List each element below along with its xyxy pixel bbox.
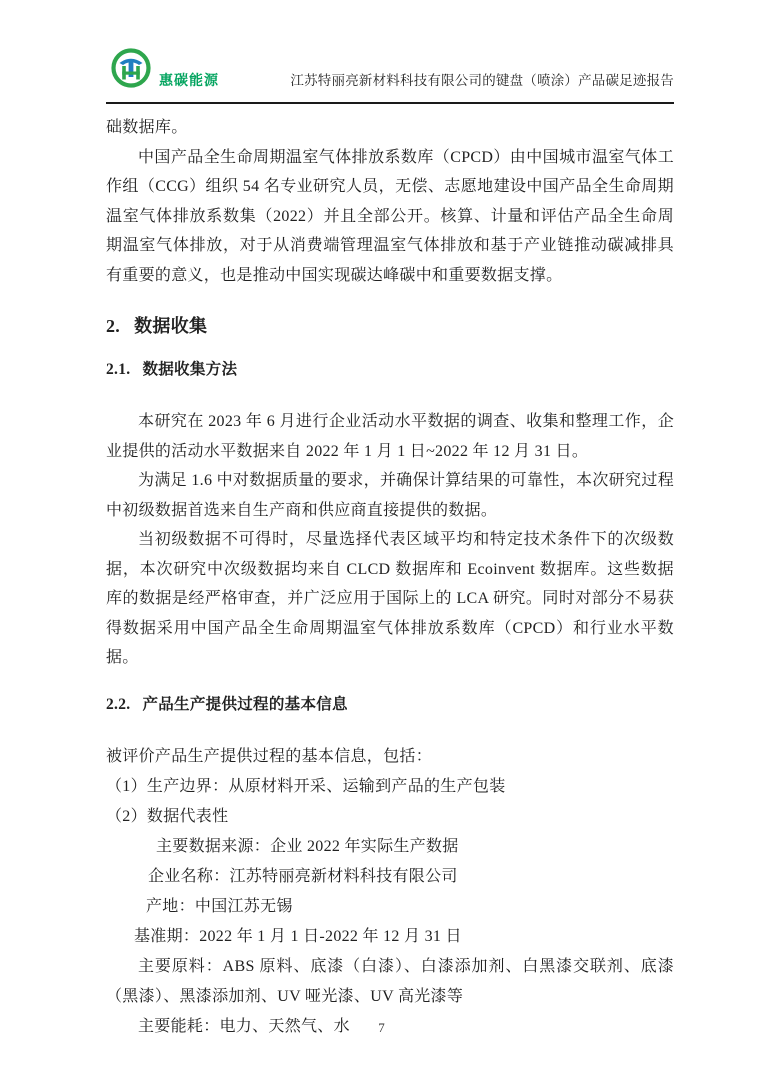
paragraph-continuation: 础数据库。	[106, 119, 188, 136]
page-header	[106, 0, 674, 104]
section-2-title: 数据收集	[134, 316, 208, 336]
company-logo	[110, 46, 219, 91]
paragraph-survey: 本研究在 2023 年 6 月进行企业活动水平数据的调查、收集和整理工作，企业提供的活动水平数据来自 2022 年 1 月 1 日~2022 年 12 月 31 日。	[106, 413, 674, 460]
section-2-number: 2.	[106, 316, 121, 336]
spacer	[106, 730, 674, 742]
paragraph-cpcd: 中国产品全生命周期温室气体排放系数库（CPCD）由中国城市温室气体工作组（CCG）组织 54 名专业研究人员，无偿、志愿地建设中国产品全生命周期温室气体排放系数集（2022）并且全部公开。核算、计量和评估产品全生命周期温室气体排放，对于从消费端管理温室气体排放和基于产业链推动碳减排具有重要的意义，也是推动中国实现碳达峰碳中和重要数据支撑。	[106, 148, 674, 284]
detail-base-period: 基准期：2022 年 1 月 1 日-2022 年 12 月 31 日	[134, 927, 462, 945]
basic-info-intro: 被评价产品生产提供过程的基本信息，包括：	[106, 747, 433, 765]
report-header-title: 江苏特丽亮新材料科技有限公司的键盘（喷涂）产品碳足迹报告	[290, 73, 674, 88]
list-item-boundary: （1）生产边界：从原材料开采、运输到产品的生产包装	[106, 777, 506, 795]
detail-main-materials: 主要原料：ABS 原料、底漆（白漆）、白漆添加剂、白黑漆交联剂、底漆（黑漆）、黑漆添加剂、UV 哑光漆、UV 高光漆等	[106, 957, 674, 1005]
section-2-1-heading	[106, 357, 674, 379]
detail-company-name: 企业名称：江苏特丽亮新材料科技有限公司	[148, 867, 458, 885]
logo-text: 惠碳能源	[159, 72, 219, 88]
document-body	[106, 104, 674, 1042]
paragraph-data-quality: 为满足 1.6 中对数据质量的要求，并确保计算结果的可靠性，本次研究过程中初级数据首选来自生产商和供应商直接提供的数据。	[106, 472, 674, 519]
section-2-2-heading	[106, 692, 674, 714]
section-2-1-number: 2.1.	[106, 361, 131, 378]
section-2-2-number: 2.2.	[106, 695, 131, 713]
section-2-2-title: 产品生产提供过程的基本信息	[142, 695, 348, 713]
detail-main-energy: 主要能耗：电力、天然气、水	[138, 1017, 350, 1035]
page-number: 7	[378, 1020, 385, 1035]
section-2-heading	[106, 312, 674, 338]
spacer	[106, 395, 674, 407]
paragraph-secondary-data: 当初级数据不可得时，尽量选择代表区域平均和特定技术条件下的次级数据，本次研究中次级数据均来自 CLCD 数据库和 Ecoinvent 数据库。这些数据库的数据是经严格审查，并广泛应用于国际上的 LCA 研究。同时对部分不易获得数据采用中国产品全生命周期温室气体排放系数库（CPCD）和行业水平数据。	[106, 531, 674, 666]
section-2-1-title: 数据收集方法	[142, 361, 238, 378]
huitan-logo-icon	[110, 46, 152, 91]
list-item-representativeness: （2）数据代表性	[106, 807, 229, 825]
document-page	[106, 0, 674, 1080]
detail-data-source: 主要数据来源：企业 2022 年实际生产数据	[156, 837, 459, 855]
detail-production-location: 产地：中国江苏无锡	[146, 897, 293, 915]
